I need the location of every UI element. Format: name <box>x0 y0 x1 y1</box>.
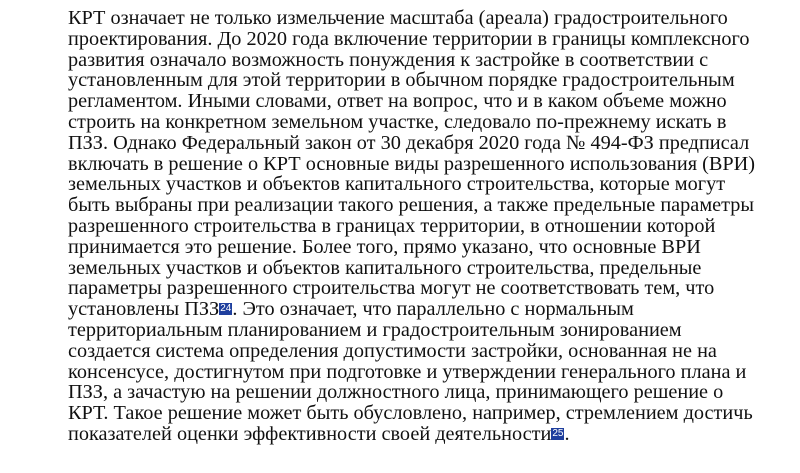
footnote-link-24[interactable]: 24 <box>220 303 232 315</box>
footnote-link-25[interactable]: 25 <box>552 427 564 439</box>
paragraph-text-part-1: КРТ означает не только измельчение масштаба (ареала) градостроительного проектирования. До 2020 года включение территории в границы комплексного развития означало возможность понуждения к застройке в соответствии с установленным для этой территории в обычном порядке градостроительным регламентом. Иными словами, ответ на вопрос, что и в каком объеме можно строить на конкретном земельном участке, следовало по-прежнему искать в ПЗЗ. Однако Федеральный закон от 30 декабря 2020 года № 494-ФЗ предписал включать в решение о КРТ основные виды разрешенного использования (ВРИ) земельных участков и объектов капитального строительства, которые могут быть выбраны при реализации такого решения, а также предельные параметры разрешенного строительства в границах территории, в отношении которой принимается это решение. Более того, прямо указано, что основные ВРИ земельных участков и объектов капитального строительства, предельные параметры разрешенного строительства могут не соответствовать тем, что установлены ПЗЗ <box>68 7 756 321</box>
paragraph-text-part-2: . Это означает, что параллельно с нормальным территориальным планированием и градостроительным зонированием создается система определения допустимости застройки, основанная не на консенсусе, достигнутом при подготовке и утверждении генерального плана и ПЗЗ, а зачастую на решении должностного лица, принимающего решение о КРТ. Такое решение может быть обусловлено, например, стремлением достичь показателей оценки эффективности своей деятельности <box>68 298 753 445</box>
body-paragraph <box>68 8 760 445</box>
paragraph-text-end: . <box>564 422 570 445</box>
